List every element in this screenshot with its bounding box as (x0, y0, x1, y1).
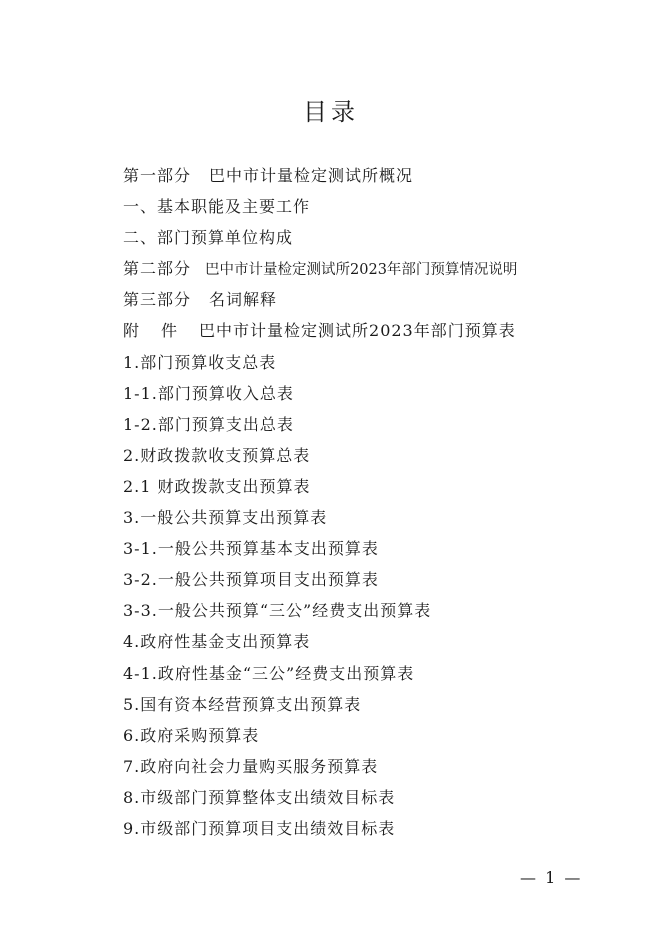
toc-table-item: 9.市级部门预算项目支出绩效目标表 (123, 818, 396, 838)
toc-table-item: 4-1.政府性基金“三公”经费支出预算表 (123, 663, 415, 683)
part-label: 第一部分 (123, 166, 192, 185)
toc-table-item: 3-3.一般公共预算“三公”经费支出预算表 (123, 601, 432, 621)
toc-table-item: 4.政府性基金支出预算表 (123, 632, 311, 652)
part-text: 巴中市计量检定测试所概况 (209, 166, 414, 185)
toc-table-item: 3.一般公共预算支出预算表 (123, 508, 328, 528)
part-text: 名词解释 (209, 290, 278, 310)
toc-table-item: 3-1.一般公共预算基本支出预算表 (123, 539, 379, 559)
toc-table-item: 1-2.部门预算支出总表 (123, 414, 294, 434)
part-label: 第三部分 (123, 290, 192, 310)
appendix-text: 巴中市计量检定测试所2023年部门预算表 (199, 321, 516, 341)
toc-item: 二、部门预算单位构成 (123, 228, 294, 248)
toc-table-item: 2.1 财政拨款支出预算表 (123, 476, 311, 496)
toc-table-item: 1.部门预算收支总表 (123, 352, 277, 372)
toc-table-item: 8.市级部门预算整体支出绩效目标表 (123, 787, 396, 807)
toc-table-item: 3-2.一般公共预算项目支出预算表 (123, 570, 379, 590)
toc-item: 一、基本职能及主要工作 (123, 197, 311, 217)
toc-table-item: 6.政府采购预算表 (123, 725, 260, 745)
toc-table-item: 1-1.部门预算收入总表 (123, 383, 294, 403)
part-label: 第二部分 (123, 259, 192, 279)
toc-table-item: 2.财政拨款收支预算总表 (123, 445, 311, 465)
toc-part-3 (123, 286, 593, 317)
toc-part-2 (123, 255, 593, 286)
toc-appendix (123, 317, 593, 348)
part-text: 巴中市计量检定测试所2023年部门预算情况说明 (205, 262, 518, 279)
toc-table-item: 7.政府向社会力量购买服务预算表 (123, 756, 379, 776)
appendix-label: 附件 (123, 321, 200, 341)
toc-part-1 (123, 162, 593, 193)
toc-table-item: 5.国有资本经营预算支出预算表 (123, 694, 362, 714)
table-of-contents (123, 162, 593, 846)
page-number: — 1 — (520, 868, 583, 887)
document-title: 目录 (303, 98, 359, 126)
